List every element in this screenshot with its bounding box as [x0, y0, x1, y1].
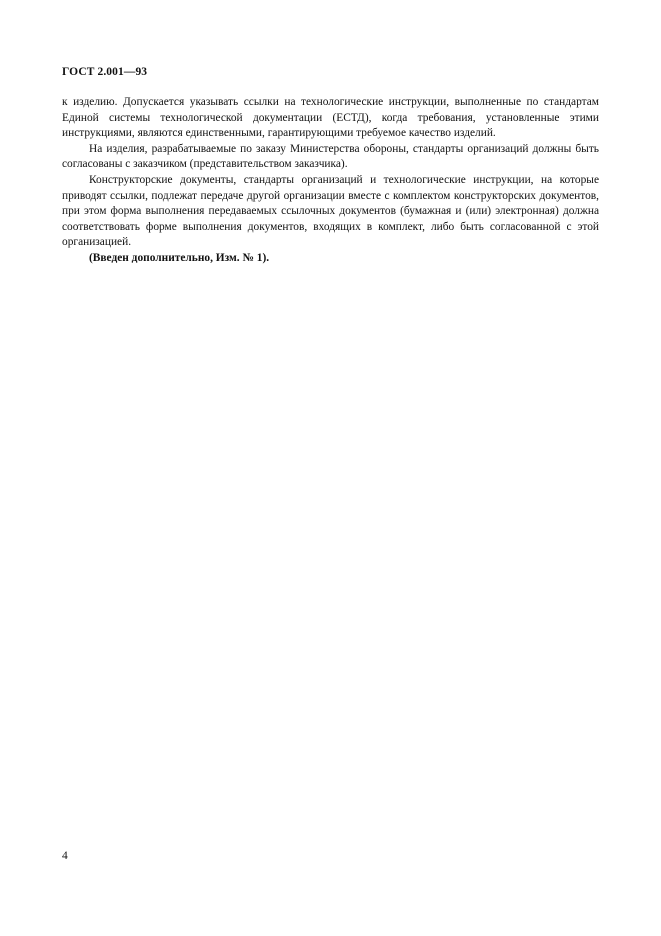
document-header: ГОСТ 2.001—93: [62, 66, 148, 78]
paragraph-defense-orders: На изделия, разрабатываемые по заказу Министерства обороны, стандарты организаций должны быть согласованы с заказчиком (представительством заказчика).: [62, 142, 599, 171]
paragraph-continuation: к изделию. Допускается указывать ссылки на технологические инструкции, выполненные по стандартам Единой системы технологической документации (ЕСТД), когда требования, установленные этими инструкциями, являются единственными, гарантирующими требуемое качество изделий.: [62, 96, 599, 140]
page-number: 4: [62, 850, 68, 862]
amendment-note: (Введен дополнительно, Изм. № 1).: [89, 251, 270, 264]
document-body: [62, 95, 599, 267]
paragraph-transfer-documents: Конструкторские документы, стандарты организаций и технологические инструкции, на которые приводят ссылки, подлежат передаче другой организации вместе с комплектом конструкторских документов, при этом форма выполнения передаваемых ссылочных документов (бумажная и (или) электронная) должна соответствовать форме выполнения документов, входящих в комплект, либо быть согласованной с этой организацией.: [62, 173, 599, 249]
